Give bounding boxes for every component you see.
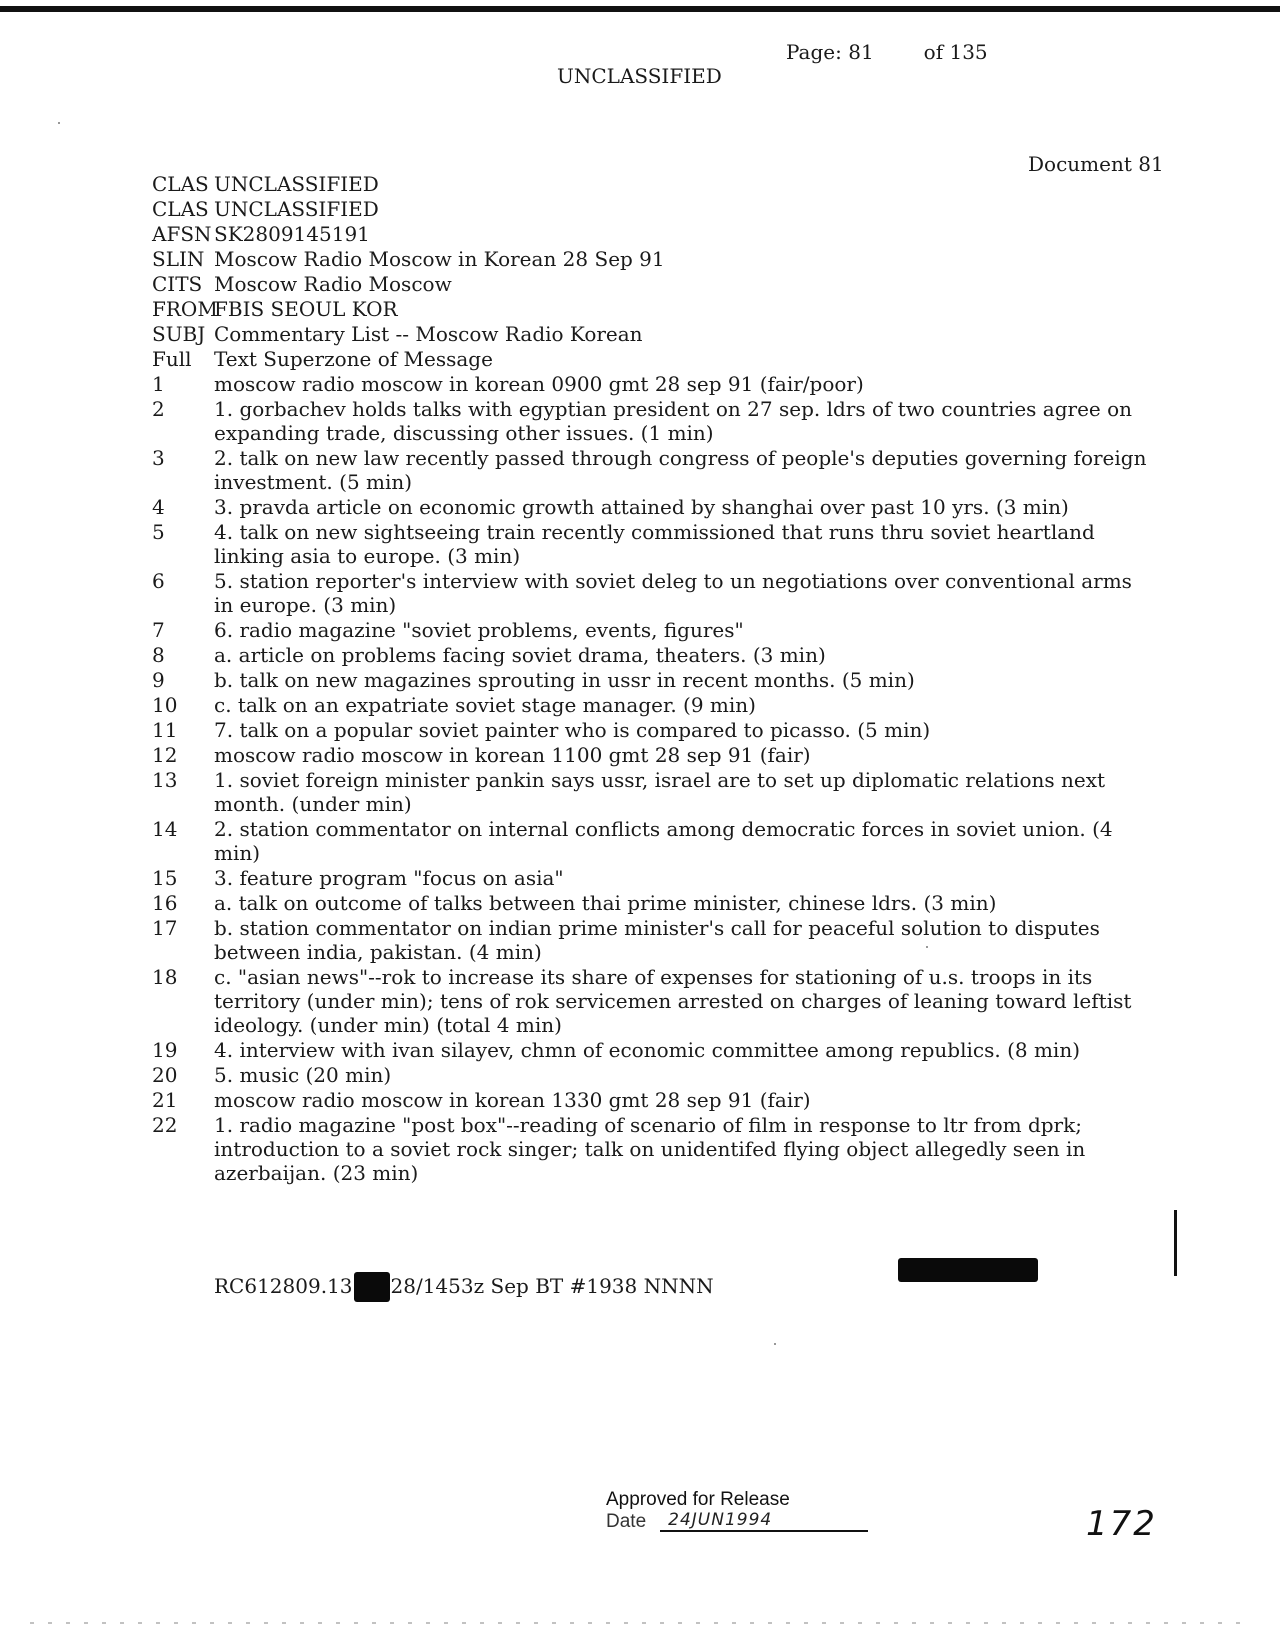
- entry-number: 21: [152, 1088, 178, 1112]
- entry-number: 11: [152, 718, 178, 742]
- entry-number: 18: [152, 965, 178, 989]
- release-stamp-title: Approved for Release: [606, 1489, 790, 1510]
- list-item: [152, 569, 1152, 617]
- entry-text: 6. radio magazine "soviet problems, events, figures": [214, 618, 744, 642]
- entry-text: b. station commentator on indian prime minister's call for peaceful solution to disputes between india, pakistan. (4 min): [214, 916, 1100, 964]
- release-date-label: Date: [606, 1511, 647, 1532]
- header-key: SLIN: [152, 247, 205, 271]
- list-item: [152, 1113, 1152, 1185]
- list-item: [152, 693, 1152, 717]
- header-key: Full: [152, 347, 192, 371]
- entry-text: b. talk on new magazines sprouting in ussr in recent months. (5 min): [214, 668, 915, 692]
- header-value: FBIS SEOUL KOR: [214, 297, 398, 321]
- entry-text: moscow radio moscow in korean 1330 gmt 28 sep 91 (fair): [214, 1088, 811, 1112]
- entry-number: 15: [152, 866, 178, 890]
- entry-text: 1. gorbachev holds talks with egyptian president on 27 sep. ldrs of two countries agree on expanding trade, discussing other issues. (1 min): [214, 397, 1133, 445]
- list-item: [152, 520, 1152, 568]
- header-line: [152, 172, 665, 197]
- message-header: [152, 172, 665, 372]
- list-item: [152, 1038, 1152, 1062]
- entry-number: 17: [152, 916, 178, 940]
- entry-text: 5. station reporter's interview with soviet deleg to un negotiations over conventional arms in europe. (3 min): [214, 569, 1132, 617]
- entry-number: 2: [152, 397, 165, 421]
- trailer-prefix: RC612809.13: [214, 1274, 353, 1298]
- header-key: AFSN: [152, 222, 212, 246]
- list-item: [152, 1063, 1152, 1087]
- header-key: SUBJ: [152, 322, 206, 346]
- entry-text: 4. interview with ivan silayev, chmn of economic committee among republics. (8 min): [214, 1038, 1080, 1062]
- entry-number: 22: [152, 1113, 178, 1137]
- entry-text: a. talk on outcome of talks between thai prime minister, chinese ldrs. (3 min): [214, 891, 997, 915]
- entry-number: 13: [152, 768, 178, 792]
- margin-bar: [1174, 1210, 1177, 1276]
- entry-text: 1. radio magazine "post box"--reading of scenario of film in response to ltr from dprk; introduction to a soviet rock singer; talk on unidentifed flying object allegedly seen in azerbaijan. (23 min): [214, 1113, 1086, 1185]
- redaction-block: [354, 1272, 390, 1302]
- entry-number: 8: [152, 643, 165, 667]
- header-key: CLAS: [152, 172, 209, 196]
- entry-text: 1. soviet foreign minister pankin says ussr, israel are to set up diplomatic relations next month. (under min): [214, 768, 1106, 816]
- scan-artifact-line: [30, 1622, 1250, 1624]
- trailer-suffix: 28/1453z Sep BT #1938 NNNN: [390, 1274, 714, 1298]
- message-entries: [152, 372, 1152, 1186]
- entry-number: 3: [152, 446, 165, 470]
- header-value: Text Superzone of Message: [214, 347, 493, 371]
- header-value: UNCLASSIFIED: [214, 172, 379, 196]
- entry-text: 3. feature program "focus on asia": [214, 866, 564, 890]
- release-stamp: [606, 1490, 868, 1532]
- entry-text: 5. music (20 min): [214, 1063, 392, 1087]
- list-item: [152, 397, 1152, 445]
- list-item: [152, 718, 1152, 742]
- entry-text: c. "asian news"--rok to increase its share of expenses for stationing of u.s. troops in its territory (under min); tens of rok servicemen arrested on charges of leaning toward leftist ideology. (under min) (total 4 min): [214, 965, 1132, 1037]
- list-item: [152, 916, 1152, 964]
- header-line: [152, 272, 665, 297]
- header-key: FROM: [152, 297, 218, 321]
- entry-text: moscow radio moscow in korean 1100 gmt 28 sep 91 (fair): [214, 743, 811, 767]
- entry-number: 19: [152, 1038, 178, 1062]
- entry-text: a. article on problems facing soviet drama, theaters. (3 min): [214, 643, 826, 667]
- entry-number: 1: [152, 372, 165, 396]
- header-line: [152, 247, 665, 272]
- scan-speck: [774, 1343, 776, 1345]
- header-line: [152, 347, 665, 372]
- entry-number: 10: [152, 693, 178, 717]
- list-item: [152, 743, 1152, 767]
- entry-number: 9: [152, 668, 165, 692]
- header-value: Commentary List -- Moscow Radio Korean: [214, 322, 643, 346]
- entry-text: 7. talk on a popular soviet painter who is compared to picasso. (5 min): [214, 718, 931, 742]
- entry-number: 14: [152, 817, 178, 841]
- entry-text: c. talk on an expatriate soviet stage manager. (9 min): [214, 693, 756, 717]
- handwritten-page-number: 172: [1086, 1504, 1157, 1544]
- top-border-line: [0, 6, 1280, 12]
- header-key: CITS: [152, 272, 203, 296]
- list-item: [152, 372, 1152, 396]
- entry-number: 16: [152, 891, 178, 915]
- redaction-block: [898, 1258, 1038, 1282]
- classification-marking: UNCLASSIFIED: [557, 64, 722, 88]
- list-item: [152, 495, 1152, 519]
- entry-text: 3. pravda article on economic growth attained by shanghai over past 10 yrs. (3 min): [214, 495, 1069, 519]
- header-line: [152, 297, 665, 322]
- entry-number: 12: [152, 743, 178, 767]
- list-item: [152, 866, 1152, 890]
- header-key: CLAS: [152, 197, 209, 221]
- entry-number: 6: [152, 569, 165, 593]
- entry-text: moscow radio moscow in korean 0900 gmt 28 sep 91 (fair/poor): [214, 372, 864, 396]
- page-number: [786, 40, 988, 64]
- list-item: [152, 891, 1152, 915]
- header-value: SK2809145191: [214, 222, 370, 246]
- message-trailer: [214, 1274, 714, 1298]
- document-number: Document 81: [1028, 152, 1164, 176]
- page-total: of 135: [923, 40, 988, 64]
- header-line: [152, 197, 665, 222]
- list-item: [152, 618, 1152, 642]
- list-item: [152, 446, 1152, 494]
- entry-text: 2. station commentator on internal conflicts among democratic forces in soviet union. (4 min): [214, 817, 1113, 865]
- list-item: [152, 965, 1152, 1037]
- release-date-value: 24JUN1994: [660, 1510, 868, 1532]
- scan-speck: [926, 946, 928, 948]
- list-item: [152, 768, 1152, 816]
- scan-speck: [58, 122, 60, 124]
- header-value: UNCLASSIFIED: [214, 197, 379, 221]
- list-item: [152, 1088, 1152, 1112]
- entry-text: 4. talk on new sightseeing train recently commissioned that runs thru soviet heartland linking asia to europe. (3 min): [214, 520, 1095, 568]
- header-value: Moscow Radio Moscow in Korean 28 Sep 91: [214, 247, 665, 271]
- header-value: Moscow Radio Moscow: [214, 272, 452, 296]
- entry-text: 2. talk on new law recently passed through congress of people's deputies governing foreign investment. (5 min): [214, 446, 1147, 494]
- entry-number: 20: [152, 1063, 178, 1087]
- entry-number: 5: [152, 520, 165, 544]
- release-date-line: [606, 1510, 868, 1532]
- header-line: [152, 322, 665, 347]
- entry-number: 4: [152, 495, 165, 519]
- entry-number: 7: [152, 618, 165, 642]
- list-item: [152, 817, 1152, 865]
- header-line: [152, 222, 665, 247]
- list-item: [152, 668, 1152, 692]
- page-label: Page: 81: [786, 40, 874, 64]
- list-item: [152, 643, 1152, 667]
